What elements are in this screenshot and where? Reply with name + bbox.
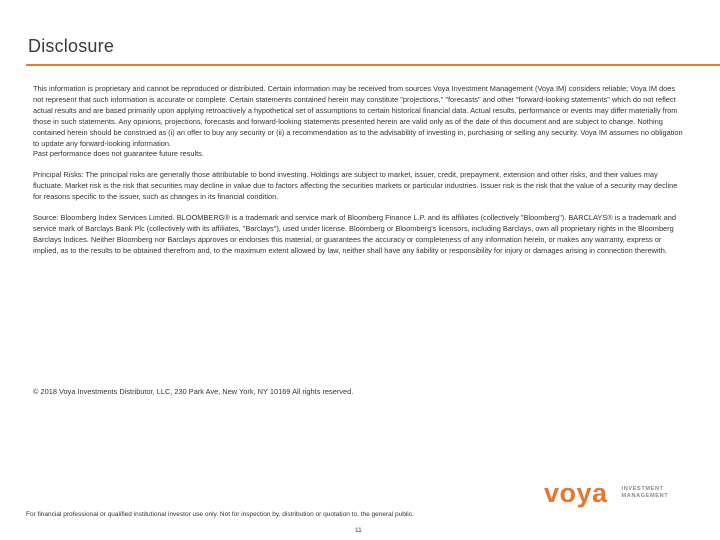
logo-subtitle-line: MANAGEMENT [621, 493, 669, 499]
paragraph-proprietary [33, 84, 720, 160]
text-line: implied, as to the results to be obtained therefrom and, to the maximum extent allowed by law, neither shall have any liability or responsibility for injury or damages arising in connection therewith. [33, 245, 667, 255]
logo-subtitle-line: INVESTMENT [621, 486, 664, 492]
text-line: service mark of Barclays Bank Plc (collectively with its affiliates, "Barclays"), used under license. Bloomberg or Bloomberg's licensors, including Barclays, own all proprietary rights in the Bloomberg [33, 223, 674, 233]
text-line: Barclays Indices. Neither Bloomberg nor Barclays approves or endorses this material, or guarantees the accuracy or completeness of any information herein, or makes any warranty, express or [33, 234, 662, 244]
disclosure-body [33, 84, 720, 267]
text-line: actual results and are based primarily upon applying retroactively a hypothetical set of assumptions to certain historical financial data. Actual results, performance or events may differ materially from [33, 105, 678, 115]
text-line: contained herein should be construed as (i) an offer to buy any security or (ii) a recommendation as to the advisability of investing in, purchasing or selling any security. Voya IM assumes no obligation [33, 127, 683, 137]
title-divider [26, 64, 720, 66]
text-line: for reasons specific to the issuer, such as changes in its financial condition. [33, 192, 279, 202]
logo-wordmark: voya [544, 477, 608, 508]
copyright-notice: © 2018 Voya Investments Distributor, LLC, 230 Park Ave, New York, NY 10169 All rights reserved. [33, 387, 354, 396]
logo-subtitle [622, 486, 669, 500]
text-line: fluctuate. Market risk is the risk that securities may decline in value due to factors affecting the securities markets or particular industries. Issuer risk is the risk that the value of a security may decline [33, 181, 678, 191]
text-line: those in such statements. Any opinions, projections, forecasts and forward-looking statements presented herein are valid only as of the date of this document and are subject to change. Nothing [33, 116, 663, 126]
page-title: Disclosure [28, 36, 115, 56]
footer-disclaimer: For financial professional or qualified institutional investor use only. Not for inspection by, distribution or quotation to, the general public. [26, 511, 414, 518]
voya-logo [544, 478, 704, 508]
text-line: Past performance does not guarantee future results. [33, 149, 204, 159]
paragraph-source [33, 213, 720, 257]
text-line: Principal Risks: The principal risks are generally those attributable to bond investing. Holdings are subject to market, issuer, credit, prepayment, extension and other risks, and their values may [33, 170, 658, 180]
paragraph-principal-risks [33, 170, 720, 203]
text-line: to update any forward-looking information. [33, 138, 172, 148]
page-number: 11 [355, 527, 362, 534]
text-line: Source: Bloomberg Index Services Limited. BLOOMBERG® is a trademark and service mark of Bloomberg Finance L.P. and its affiliates (collectively "Bloomberg"). BARCLAYS® is a trademark and [33, 213, 676, 223]
text-line: not represent that such information is accurate or complete. Certain statements contained herein may constitute "projections," "forecasts" and other "forward-looking statements" which do not reflect [33, 94, 676, 104]
text-line: This information is proprietary and cannot be reproduced or distributed. Certain information may be received from sources Voya Investment Management (Voya IM) considers reliable; Voya IM does [33, 84, 676, 93]
